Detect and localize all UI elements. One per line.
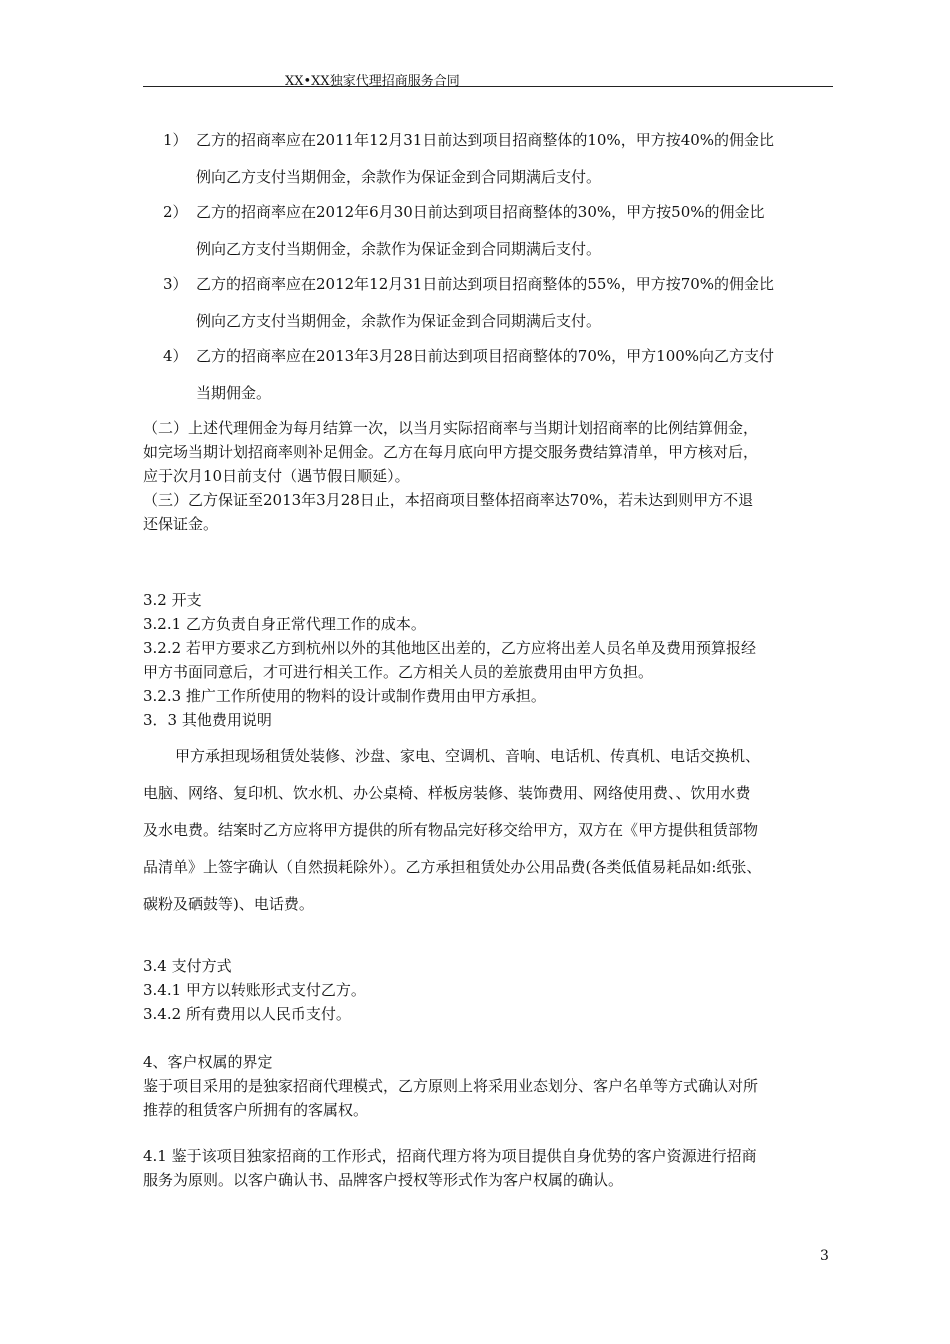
section-3-4-2: 3.4.2 所有费用以人民币支付。 [143, 1005, 351, 1023]
section-3-3-line-1: 甲方承担现场租赁处装修、沙盘、家电、空调机、音响、电话机、传真机、电话交换机、 [175, 747, 761, 765]
section-3-2-heading: 3.2 开支 [143, 591, 202, 609]
item-2-line-1: 乙方的招商率应在2012年6月30日前达到项目招商整体的30%，甲方按50%的佣金比 [196, 203, 765, 221]
para-2-line-1: （二）上述代理佣金为每月结算一次，以当月实际招商率与当期计划招商率的比例结算佣金， [143, 419, 759, 437]
section-4-1-line-1: 4.1 鉴于该项目独家招商的工作形式，招商代理方将为项目提供自身优势的客户资源进行招商 [143, 1147, 757, 1165]
item-4-number: 4） [163, 347, 188, 365]
section-4-1-line-2: 服务为原则。以客户确认书、品牌客户授权等形式作为客户权属的确认。 [143, 1171, 624, 1189]
section-3-2-2-line-1: 3.2.2 若甲方要求乙方到杭州以外的其他地区出差的，乙方应将出差人员名单及费用预算报经 [143, 639, 756, 657]
section-4-line-2: 推荐的租赁客户所拥有的客属权。 [143, 1101, 369, 1119]
item-2-line-2: 例向乙方支付当期佣金，余款作为保证金到合同期满后支付。 [196, 240, 602, 258]
section-3-2-3: 3.2.3 推广工作所使用的物料的设计或制作费用由甲方承担。 [143, 687, 546, 705]
item-2-number: 2） [163, 203, 188, 221]
para-2-line-2: 如完场当期计划招商率则补足佣金。乙方在每月底向甲方提交服务费结算清单，甲方核对后， [143, 443, 759, 461]
header-divider [143, 86, 833, 87]
section-3-3-heading: 3．3 其他费用说明 [143, 711, 272, 729]
item-1-line-1: 乙方的招商率应在2011年12月31日前达到项目招商整体的10%，甲方按40%的佣金比 [196, 131, 775, 149]
section-4-heading: 4、客户权属的界定 [143, 1053, 273, 1071]
section-3-4-1: 3.4.1 甲方以转账形式支付乙方。 [143, 981, 366, 999]
item-1-number: 1） [163, 131, 188, 149]
item-4-line-2: 当期佣金。 [196, 384, 272, 402]
section-3-2-2-line-2: 甲方书面同意后，才可进行相关工作。乙方相关人员的差旅费用由甲方负担。 [143, 663, 654, 681]
section-3-4-heading: 3.4 支付方式 [143, 957, 232, 975]
section-3-3-line-3: 及水电费。结案时乙方应将甲方提供的所有物品完好移交给甲方，双方在《甲方提供租赁部物 [143, 821, 759, 839]
item-1-line-2: 例向乙方支付当期佣金，余款作为保证金到合同期满后支付。 [196, 168, 602, 186]
section-3-3-line-5: 碳粉及硒鼓等)、电话费。 [143, 895, 314, 913]
section-3-2-1: 3.2.1 乙方负责自身正常代理工作的成本。 [143, 615, 426, 633]
item-3-number: 3） [163, 275, 188, 293]
page-number: 3 [820, 1248, 829, 1264]
section-4-line-1: 鉴于项目采用的是独家招商代理模式，乙方原则上将采用业态划分、客户名单等方式确认对所 [143, 1077, 759, 1095]
section-3-3-line-4: 品清单》上签字确认（自然损耗除外）。乙方承担租赁处办公用品费(各类低值易耗品如:纸张、 [143, 858, 762, 876]
header-title: XX•XX独家代理招商服务合同 [285, 74, 460, 89]
para-2-line-3: 应于次月10日前支付（遇节假日顺延）。 [143, 467, 410, 485]
item-4-line-1: 乙方的招商率应在2013年3月28日前达到项目招商整体的70%，甲方100%向乙方支付 [196, 347, 775, 365]
para-3-line-1: （三）乙方保证至2013年3月28日止，本招商项目整体招商率达70%，若未达到则甲方不退 [143, 491, 754, 509]
item-3-line-1: 乙方的招商率应在2012年12月31日前达到项目招商整体的55%，甲方按70%的佣金比 [196, 275, 775, 293]
section-3-3-line-2: 电脑、网络、复印机、饮水机、办公桌椅、样板房装修、装饰费用、网络使用费、、饮用水费 [143, 784, 751, 802]
item-3-line-2: 例向乙方支付当期佣金，余款作为保证金到合同期满后支付。 [196, 312, 602, 330]
para-3-line-2: 还保证金。 [143, 515, 219, 533]
